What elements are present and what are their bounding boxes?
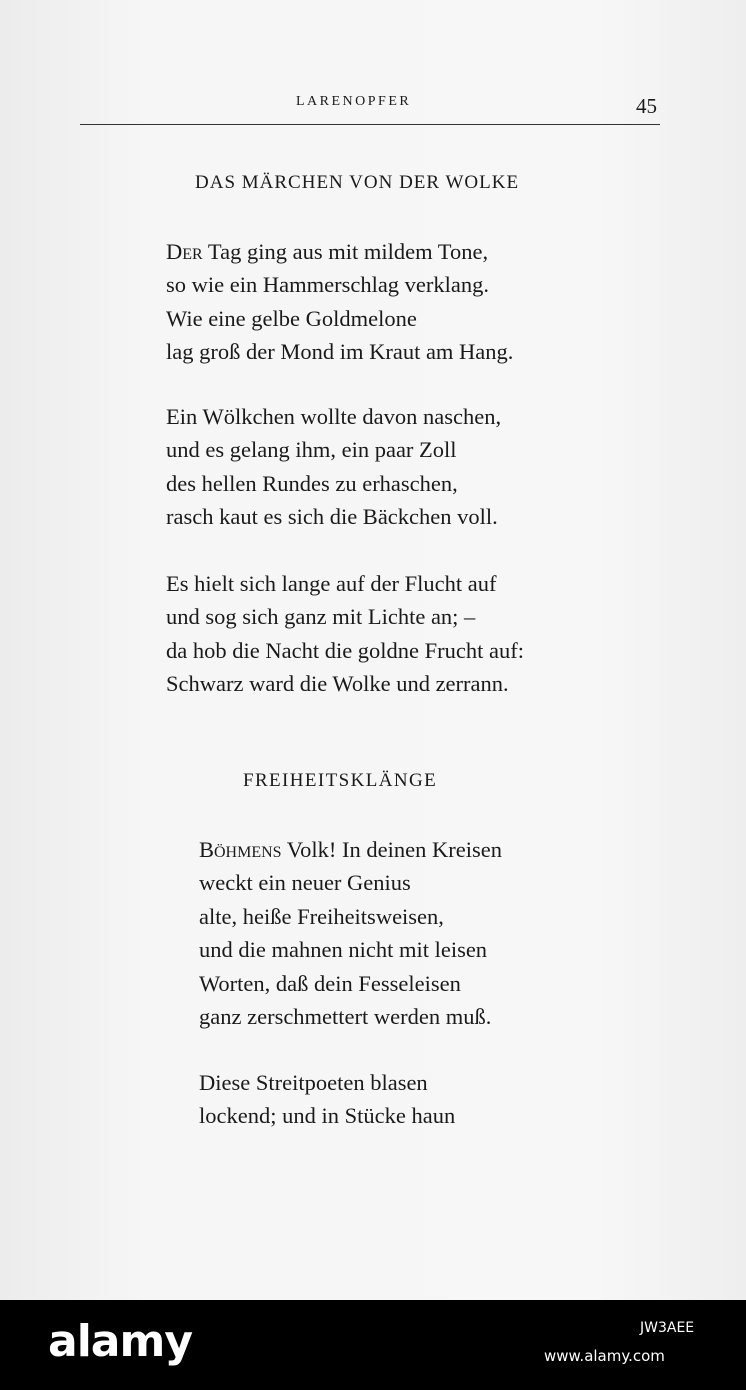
verse-line: lag groß der Mond im Kraut am Hang. — [166, 339, 514, 365]
verse-line: und es gelang ihm, ein paar Zoll — [166, 437, 457, 463]
initial-word: Böhmens — [199, 837, 282, 862]
header-rule — [80, 124, 660, 125]
verse-line: rasch kaut es sich die Bäckchen voll. — [166, 504, 498, 530]
running-head: LARENOPFER — [296, 94, 412, 109]
verse-line: Diese Streitpoeten blasen — [199, 1070, 428, 1095]
poem-title: FREIHEITSKLÄNGE — [243, 770, 438, 791]
verse-line: Worten, daß dein Fesseleisen — [199, 970, 461, 996]
watermark-bar — [0, 1300, 746, 1390]
poem-stanza — [166, 567, 524, 701]
initial-word: Der — [166, 239, 203, 264]
verse-line: Es hielt sich lange auf der Flucht auf — [166, 571, 497, 596]
verse-line: Schwarz ward die Wolke und zerrann. — [166, 671, 509, 697]
page-number: 45 — [636, 94, 657, 118]
verse-line: lockend; und in Stücke haun — [199, 1103, 456, 1129]
verse-line: alte, heiße Freiheitsweisen, — [199, 903, 444, 929]
verse-line: Wie eine gelbe Goldmelone — [166, 305, 417, 331]
poem-stanza — [166, 400, 501, 534]
poem-stanza — [166, 235, 513, 369]
verse-line: des hellen Rundes zu erhaschen, — [166, 470, 458, 496]
verse-line: da hob die Nacht die goldne Frucht auf: — [166, 637, 525, 663]
watermark-url: www.alamy.com — [544, 1347, 665, 1365]
watermark-logo: alamy — [48, 1316, 192, 1367]
verse-line: Böhmens Volk! In deinen Kreisen — [199, 837, 502, 862]
verse-line: Ein Wölkchen wollte davon naschen, — [166, 404, 502, 429]
verse-line: weckt ein neuer Genius — [199, 870, 411, 896]
poem-stanza — [199, 1066, 455, 1133]
verse-line: und sog sich ganz mit Lichte an; – — [166, 604, 476, 630]
verse-line: und die mahnen nicht mit leisen — [199, 937, 488, 963]
image-id: JW3AEE — [640, 1320, 695, 1336]
verse-line: Der Tag ging aus mit mildem Tone, — [166, 239, 489, 264]
poem-title: DAS MÄRCHEN VON DER WOLKE — [195, 172, 520, 193]
verse-line: ganz zerschmettert werden muß. — [199, 1004, 492, 1030]
poem-stanza — [199, 833, 502, 1033]
verse-line: so wie ein Hammerschlag verklang. — [166, 272, 490, 298]
